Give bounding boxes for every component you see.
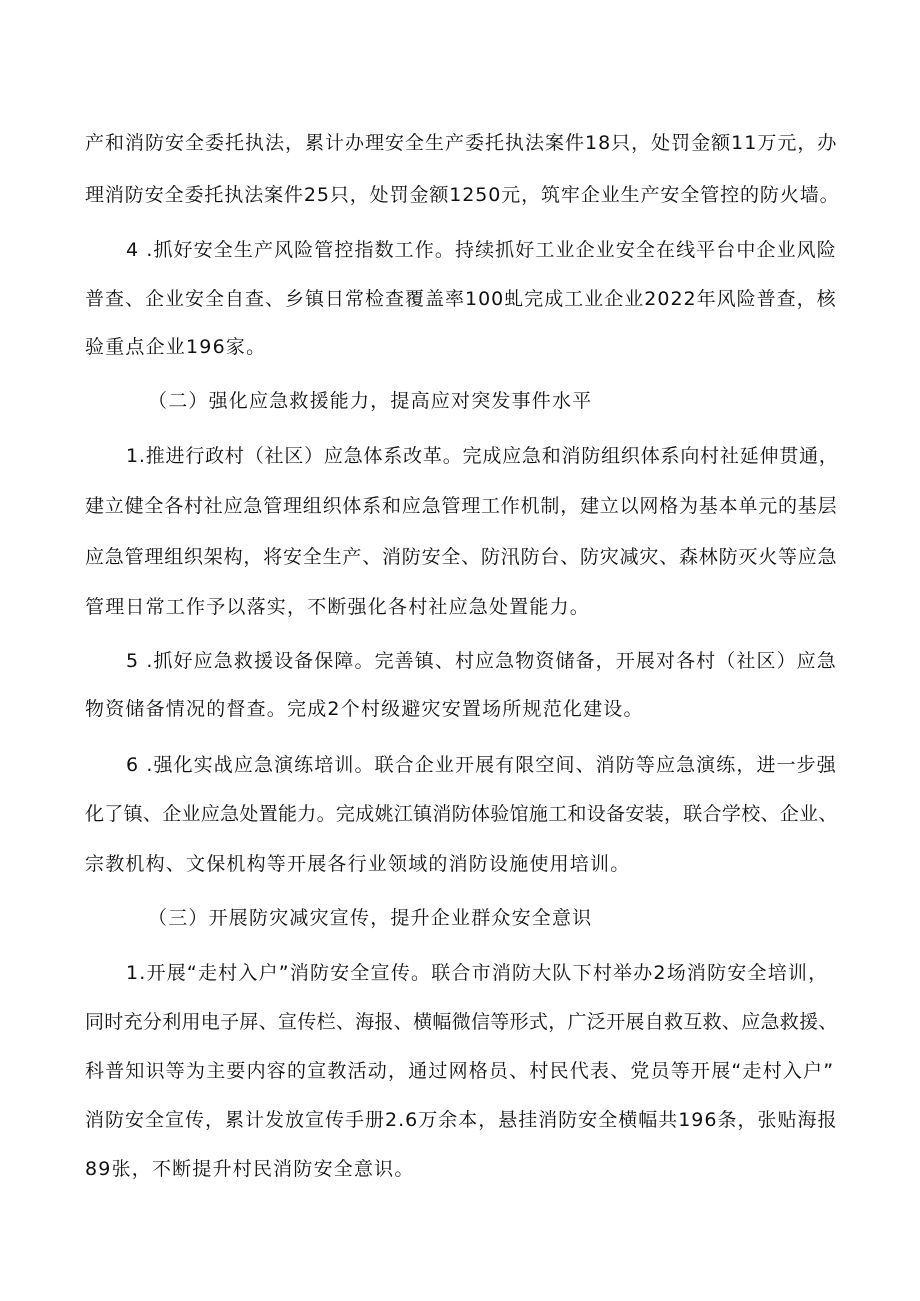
body-text-line: 89张，不断提升村民消防安全意识。 — [85, 1158, 415, 1180]
body-text-line: 宗教机构、文保机构等开展各行业领域的消防设施使用培训。 — [85, 853, 631, 875]
body-text-line: 管理日常工作予以落实，不断强化各村社应急处置能力。 — [85, 596, 591, 618]
body-text-line: 科普知识等为主要内容的宣教活动，通过网格员、村民代表、党员等开展“走村入户” — [85, 1060, 835, 1082]
body-text-line: 产和消防安全委托执法，累计办理安全生产委托执法案件18只，处罚金额11万元，办 — [85, 132, 838, 154]
list-item-5-line: 5 .抓好应急救援设备保障。完善镇、村应急物资储备，开展对各村（社区）应急 — [126, 650, 837, 672]
body-text-line: 理消防安全委托执法案件25只，处罚金额1250元，筑牢企业生产安全管控的防火墙。 — [85, 184, 840, 206]
body-text-line: 消防安全宣传，累计发放宣传手册2.6万余本，悬挂消防安全横幅共196条，张贴海报 — [85, 1109, 838, 1131]
body-text-line: 化了镇、企业应急处置能力。完成姚江镇消防体验馆施工和设备安装，联合学校、企业、 — [85, 803, 838, 825]
body-text-line: 应急管理组织架构，将安全生产、消防安全、防汛防台、防灾减灾、森林防灭火等应急 — [85, 546, 838, 568]
body-text-line: 普查、企业安全自查、乡镇日常检查覆盖率100虬完成工业企业2022年风险普查，核 — [85, 288, 837, 310]
body-text-line: 验重点企业196家。 — [85, 336, 267, 358]
body-text-line: 物资储备情况的督查。完成2个村级避灾安置场所规范化建设。 — [85, 698, 644, 720]
list-item-4-line: 4 .抓好安全生产风险管控指数工作。持续抓好工业企业安全在线平台中企业风险 — [126, 239, 837, 261]
body-text-line: 同时充分利用电子屏、宣传栏、海报、横幅微信等形式，广泛开展自救互救、应急救援、 — [85, 1011, 838, 1033]
list-item-1-line: 1.推进行政村（社区）应急体系改革。完成应急和消防组织体系向村社延伸贯通， — [126, 445, 839, 467]
body-text-line: 建立健全各村社应急管理组织体系和应急管理工作机制，建立以网格为基本单元的基层 — [85, 495, 838, 517]
section-heading-3: （三）开展防灾减灾宣传，提升企业群众安全意识 — [148, 907, 593, 929]
list-item-1-line: 1.开展“走村入户”消防安全宣传。联合市消防大队下村举办2场消防安全培训， — [126, 962, 829, 984]
list-item-6-line: 6 .强化实战应急演练培训。联合企业开展有限空间、消防等应急演练，进一步强 — [126, 754, 837, 776]
section-heading-2: （二）强化应急救援能力，提高应对突发事件水平 — [148, 390, 593, 412]
